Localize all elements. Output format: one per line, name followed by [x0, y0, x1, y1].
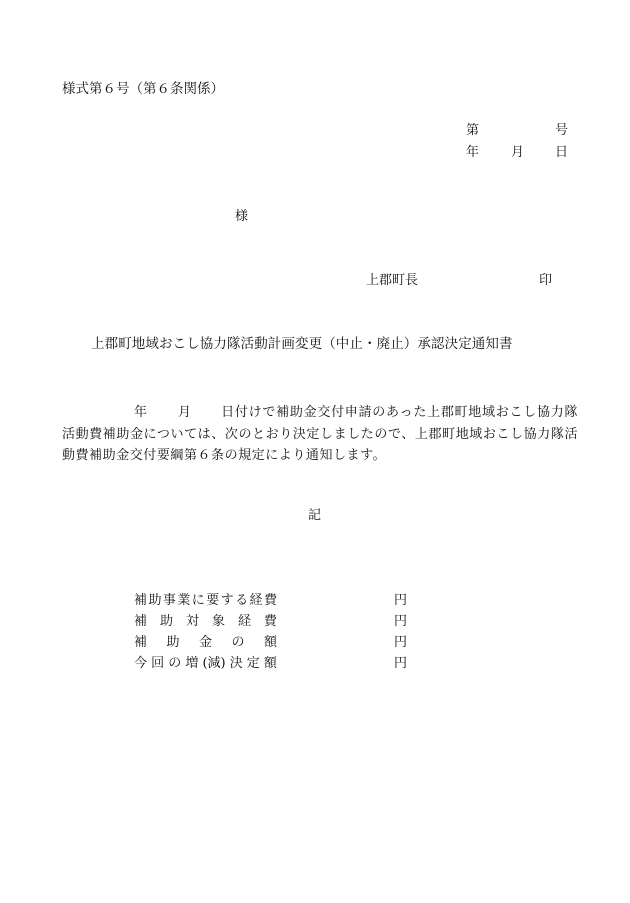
section-heading: 記	[308, 508, 322, 523]
item-row	[134, 594, 434, 612]
item-row	[134, 615, 434, 633]
body-year: 年	[134, 405, 148, 420]
form-label: 様式第６号（第６条関係）	[62, 81, 224, 97]
item-unit: 円	[394, 593, 408, 608]
item-label: 補 助 金 の 額	[134, 635, 277, 650]
date-day: 日	[555, 145, 569, 160]
item-unit: 円	[394, 635, 408, 650]
body-month: 月	[178, 405, 192, 420]
recipient-honorific: 様	[235, 209, 249, 224]
item-unit: 円	[394, 656, 408, 671]
date-month: 月	[511, 145, 525, 160]
seal-mark: 印	[539, 273, 553, 288]
number-prefix: 第	[466, 123, 480, 138]
number-suffix: 号	[555, 123, 569, 138]
item-label: 今 回 の 増 (減) 決 定 額	[134, 656, 277, 671]
date-year: 年	[466, 145, 480, 160]
document-title: 上郡町地域おこし協力隊活動計画変更（中止・廃止）承認決定通知書	[91, 336, 513, 352]
sender-title: 上郡町長	[366, 273, 419, 288]
item-unit: 円	[394, 614, 408, 629]
item-row	[134, 657, 434, 675]
item-label: 補 助 事 業 に 要 す る 経 費	[134, 593, 277, 608]
item-row	[134, 636, 434, 654]
body-paragraph	[62, 402, 578, 467]
body-text: 日付けで補助金交付申請のあった上郡町地域おこし協力隊活動費補助金については、次のとおり決定しましたので、上郡町地域おこし協力隊活動費補助金交付要綱第６条の規定により通知します。	[62, 405, 578, 463]
item-label: 補 助 対 象 経 費	[134, 614, 277, 629]
